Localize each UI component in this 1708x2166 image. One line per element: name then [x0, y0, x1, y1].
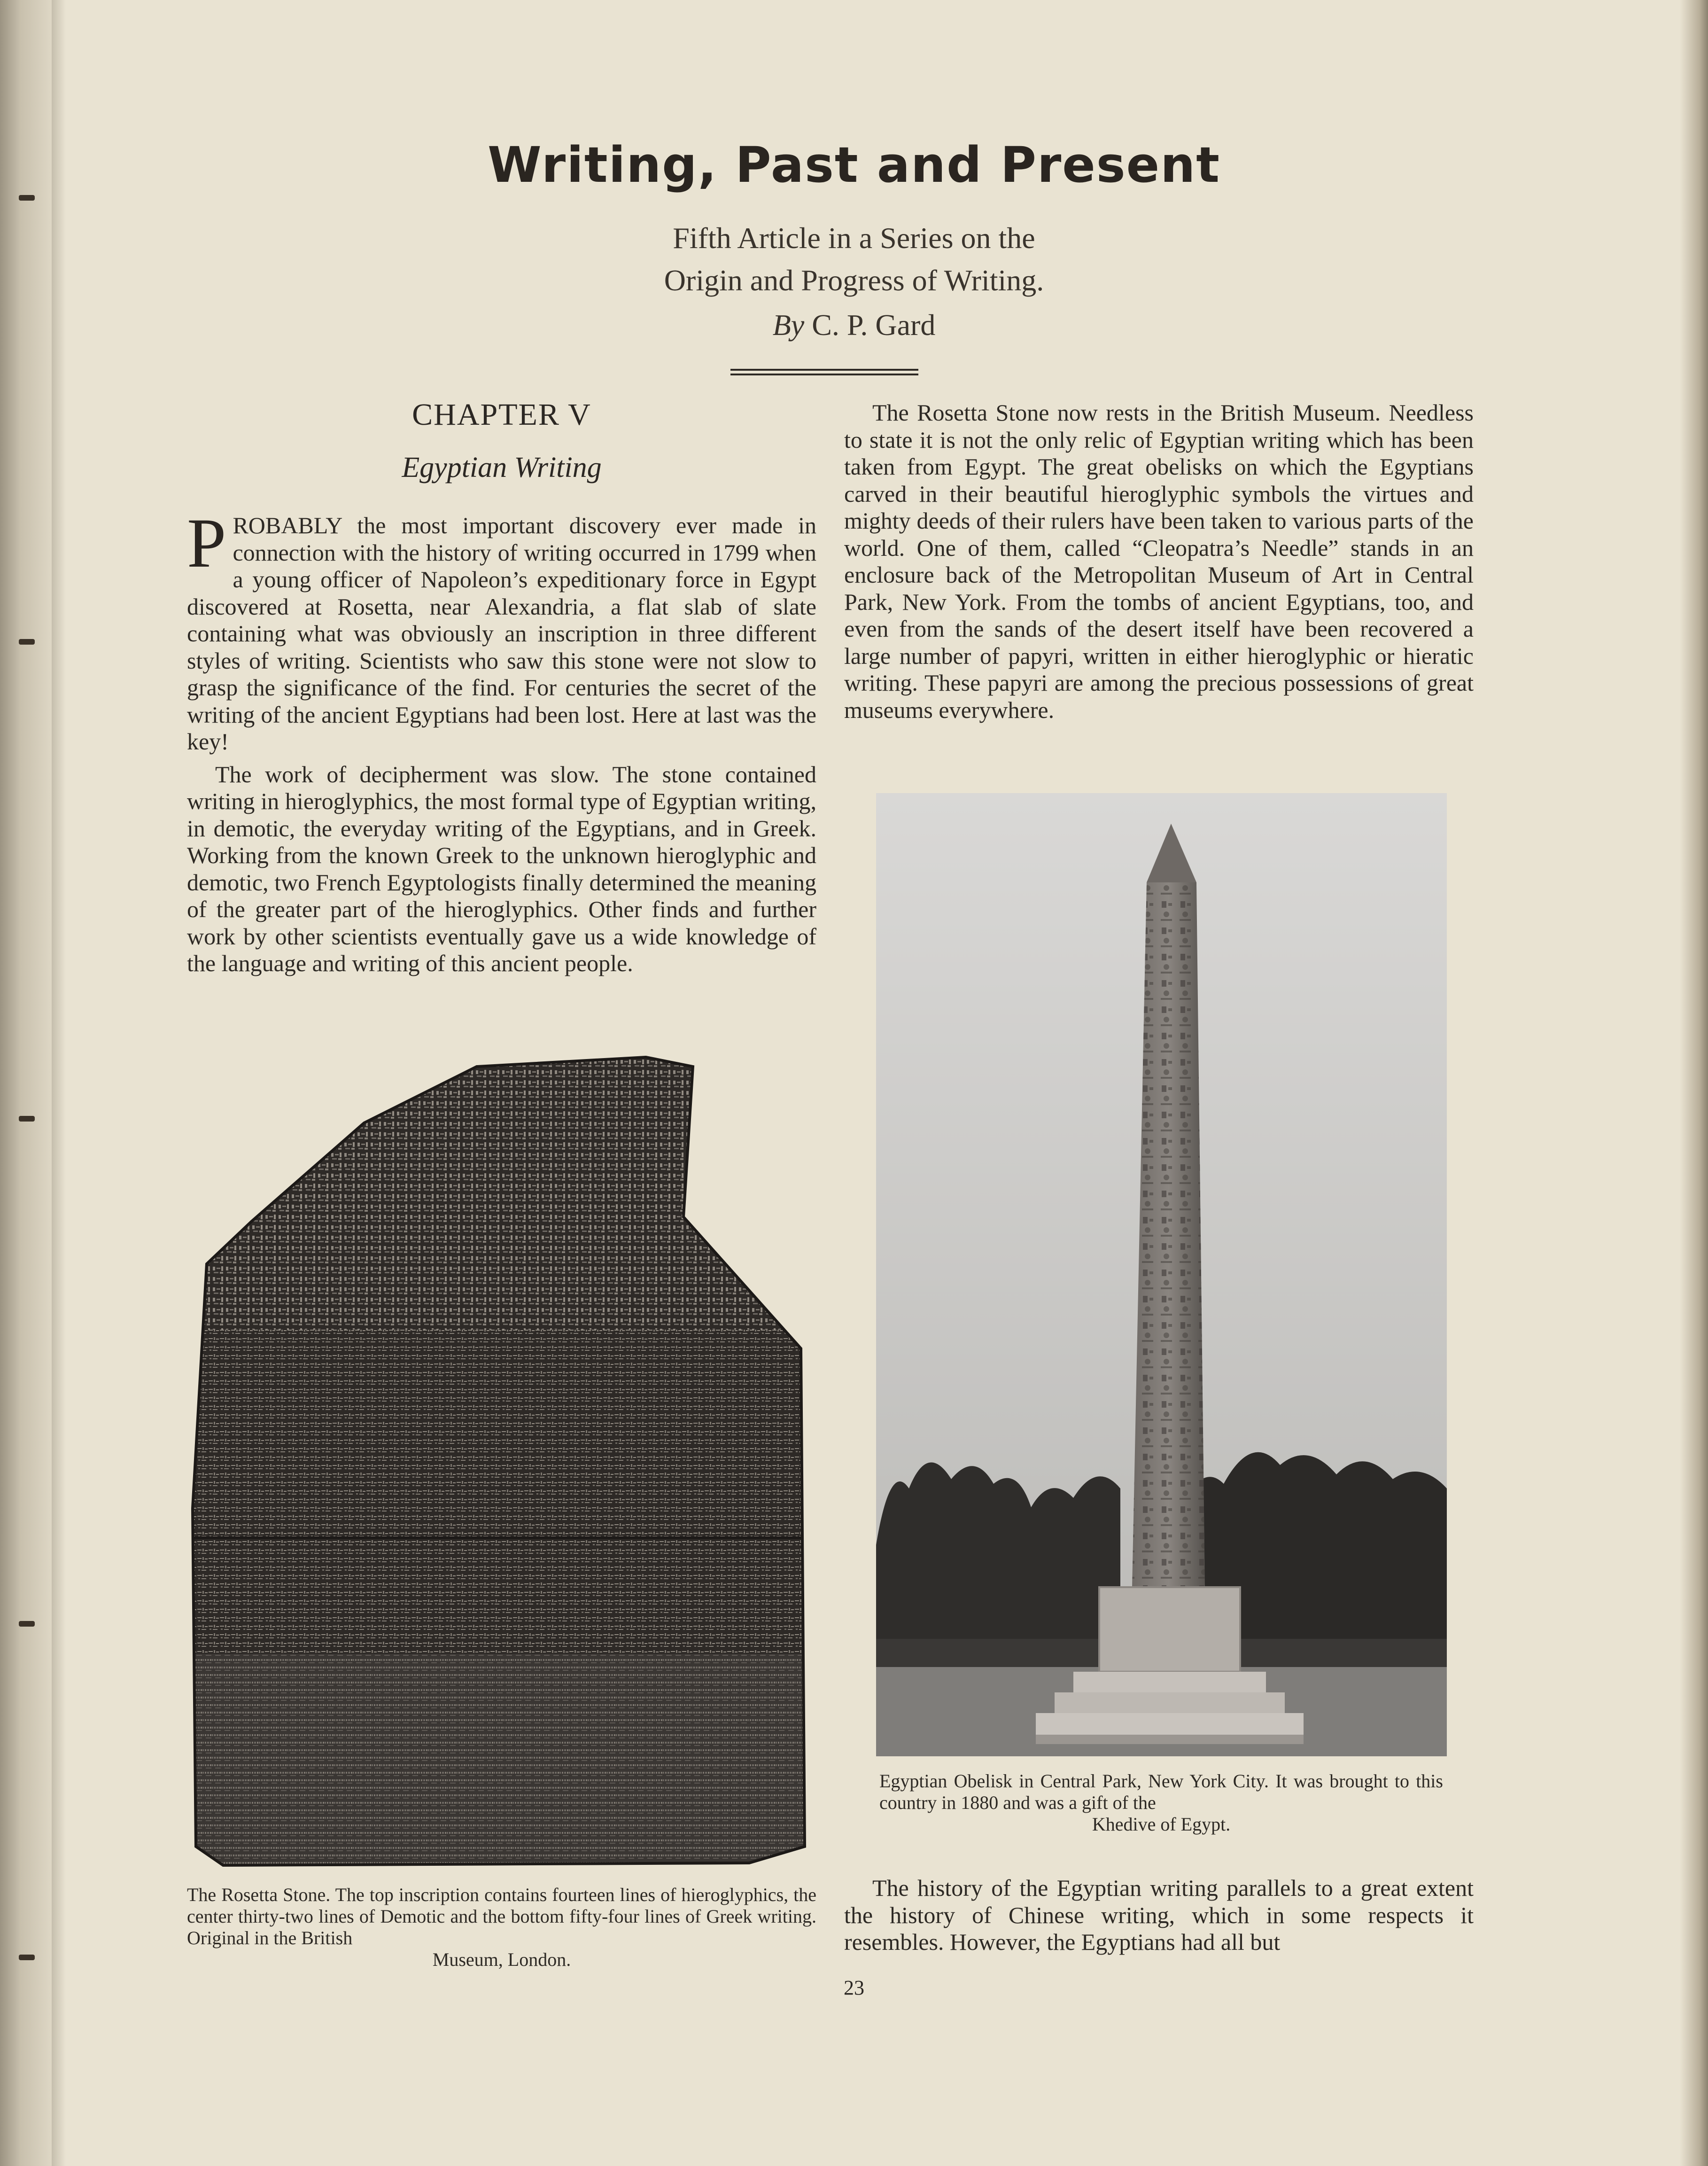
right-column-text-top: [844, 399, 1474, 729]
obelisk-photo: [876, 793, 1447, 1756]
title-rule: [730, 374, 918, 375]
paragraph: The Rosetta Stone now rests in the British Museum. Needless to state it is not the only relic of Egyptian writing which has been taken from Egypt. The great obelisks on which the Egyptians carved in their beautiful hieroglyphic symbols the virtues and mighty deeds of their rulers have been taken to various parts of the world. One of them, called “Cleopatra’s Needle” stands in an enclosure back of the Metropolitan Museum of Art in Central Park, New York. From the tombs of ancient Egyptians, too, and even from the sands of the desert itself have been recovered a large number of papyri, written in either hieroglyphic or hieratic writing. These papyri are among the precious possessions of great museums everywhere.: [844, 399, 1474, 723]
caption-last-line: Khedive of Egypt.: [1092, 1814, 1231, 1835]
page-number: 23: [844, 1976, 864, 1999]
right-column-text-bottom: [844, 1875, 1474, 1962]
caption-text: The Rosetta Stone. The top inscription contains fourteen lines of hieroglyphics, the center thirty-two lines of Demotic and the bottom fifty-four lines of Greek writing. Original in the British: [187, 1884, 816, 1948]
chapter-heading: CHAPTER V: [412, 397, 591, 432]
rosetta-stone-image: [186, 1048, 834, 1875]
chapter-subheading: Egyptian Writing: [402, 452, 602, 483]
article-subtitle-line1: Fifth Article in a Series on the: [673, 221, 1035, 255]
paragraph: [187, 504, 816, 756]
title-rule: [730, 369, 918, 371]
obelisk-caption: [879, 1770, 1443, 1835]
rosetta-stone-drawing: [186, 1048, 834, 1875]
paragraph: The work of decipherment was slow. The stone contained writing in hieroglyphics, the most formal type of Egyptian writing, in demotic, the everyday writing of the Egyptians, and in Greek. Working from the known Greek to the unknown hieroglyphic and demotic, two French Egyptologists finally determined the meaning of the greater part of the hieroglyphics. Other finds and further work by other scientists eventually gave us a wide knowledge of the language and writing of this ancient people.: [187, 761, 816, 976]
article-subtitle-line2: Origin and Progress of Writing.: [664, 264, 1044, 297]
byline-author: C. P. Gard: [812, 308, 936, 342]
caption-last-line: Museum, London.: [432, 1949, 571, 1970]
binding-stitch: [19, 195, 35, 201]
article-byline: [0, 308, 1708, 343]
drop-cap: P: [187, 504, 226, 582]
binding-stitch: [19, 1621, 35, 1627]
article-title: Writing, Past and Present: [488, 136, 1220, 194]
byline-prefix: By: [772, 308, 805, 342]
binding-stitch: [19, 639, 35, 645]
obelisk-drawing: [876, 793, 1447, 1756]
caption-text: Egyptian Obelisk in Central Park, New York City. It was brought to this country in 1880 and was a gift of the: [879, 1770, 1443, 1813]
rosetta-stone-caption: [187, 1884, 816, 1971]
paragraph: The history of the Egyptian writing parallels to a great extent the history of Chinese writing, which in some respects it resembles. However, the Egyptians had all but: [844, 1875, 1474, 1955]
binding-stitch: [19, 1116, 35, 1122]
paragraph-text: ROBABLY the most important discovery ever made in connection with the history of writing occurred in 1799 when a young officer of Napoleon’s expeditionary force in Egypt discovered at Rosetta, near Alexandria, a flat slab of slate containing what was obviously an inscription in three different styles of writing. Scientists who saw this stone were not slow to grasp the significance of the find. For centuries the secret of the writing of the ancient Egyptians had been lost. Here at last was the key!: [187, 512, 816, 755]
left-column-text: [187, 504, 816, 983]
binding-stitch: [19, 1955, 35, 1960]
